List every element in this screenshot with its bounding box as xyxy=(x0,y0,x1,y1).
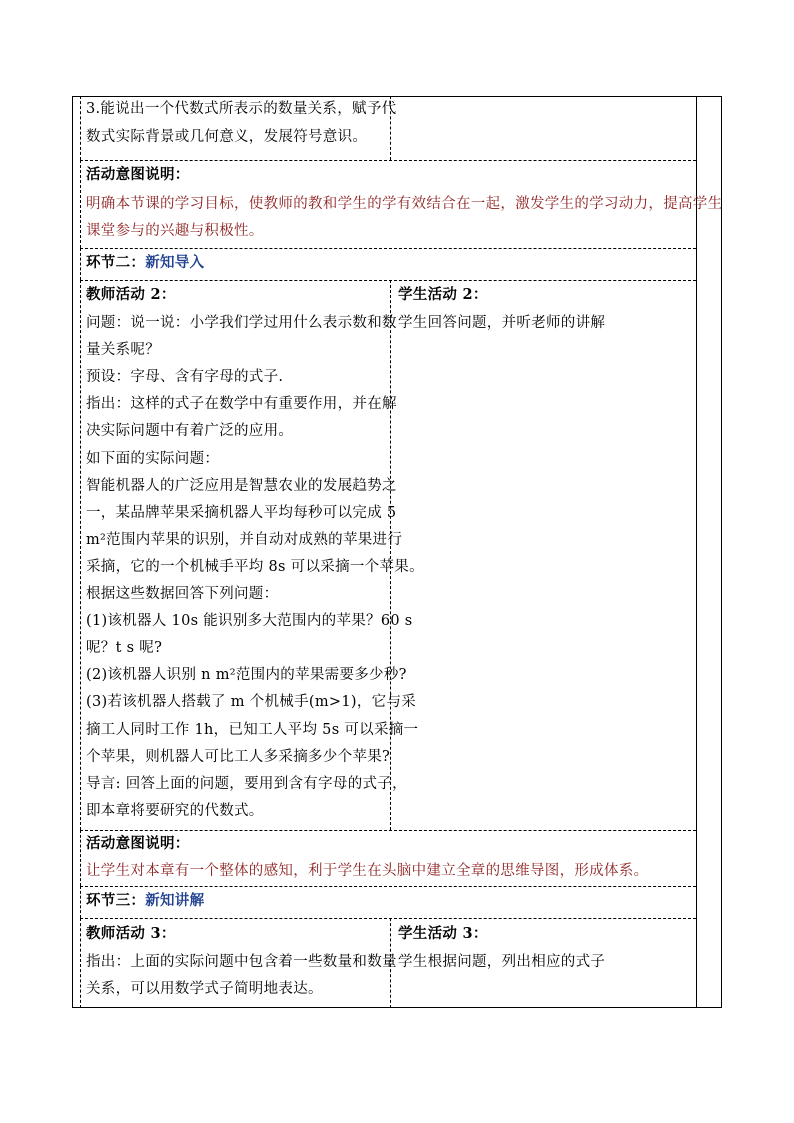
activity2-left-border xyxy=(80,280,81,830)
row-separator xyxy=(80,248,696,249)
table-inner-right-border xyxy=(696,96,697,1008)
activity3-left-border xyxy=(80,918,81,1008)
row-separator xyxy=(80,886,696,887)
stage2-name: 新知导入 xyxy=(145,254,205,271)
stage3-left-border xyxy=(80,886,81,918)
student-activity3-text: 学生根据问题，列出相应的式子 xyxy=(398,954,606,970)
teacher-activity2-line: 量关系呢？ xyxy=(86,342,160,359)
intent2-text: 让学生对本章有一个整体的感知，利于学生在头脑中建立全章的思维导图，形成体系。 xyxy=(86,863,649,879)
row-separator xyxy=(80,918,696,919)
intent1-left-border xyxy=(80,160,81,248)
teacher-activity2-line: 个苹果，则机器人可比工人多采摘多少个苹果? xyxy=(86,748,391,765)
teacher-activity2-line: (3)若该机器人搭载了 m 个机械手(m>1)，它与采 xyxy=(86,694,417,711)
row1-objective-line1: 3.能说出一个代数式所表示的数量关系，赋予代 xyxy=(86,101,397,117)
teacher-activity2-line: 决实际问题中有着广泛的应用。 xyxy=(86,423,294,440)
teacher-activity2-line: 问题：说一说：小学我们学过用什么表示数和数 xyxy=(86,315,397,331)
stage3-heading xyxy=(86,889,204,912)
intent2-title: 活动意图说明： xyxy=(86,835,190,852)
student-activity2-title: 学生活动 2： xyxy=(398,286,488,303)
stage2-left-border xyxy=(80,248,81,280)
teacher-activity2-line: (2)该机器人识别 n m²范围内的苹果需要多少秒? xyxy=(86,667,407,684)
row-separator xyxy=(80,280,696,281)
intent1-line2: 课堂参与的兴趣与积极性。 xyxy=(86,223,264,239)
stage2-prefix: 环节二： xyxy=(86,254,146,271)
teacher-activity2-line: 摘工人同时工作 1h，已知工人平均 5s 可以采摘一 xyxy=(86,721,419,738)
intent1-title: 活动意图说明： xyxy=(86,166,190,183)
stage3-name: 新知讲解 xyxy=(145,892,205,909)
teacher-activity2-line: 呢？t s 呢? xyxy=(86,640,163,657)
student-activity2-text: 学生回答问题，并听老师的讲解 xyxy=(398,315,606,331)
teacher-activity2-line: 即本章将要研究的代数式。 xyxy=(86,802,264,819)
student-activity3-title: 学生活动 3： xyxy=(398,925,488,942)
intent1-line1: 明确本节课的学习目标，使教师的教和学生的学有效结合在一起，激发学生的学习动力，提高学生 xyxy=(86,196,723,212)
intent2-left-border xyxy=(80,830,81,886)
teacher-activity3-line1: 指出：上面的实际问题中包含着一些数量和数量 xyxy=(86,954,397,970)
teacher-activity2-line: 一，某品牌苹果采摘机器人平均每秒可以完成 5 xyxy=(86,504,397,521)
teacher-activity2-line: 如下面的实际问题： xyxy=(86,450,220,467)
stage3-prefix: 环节三： xyxy=(86,892,146,909)
teacher-activity2-line: 智能机器人的广泛应用是智慧农业的发展趋势之 xyxy=(86,477,397,494)
teacher-activity2-line: 预设：字母、含有字母的式子. xyxy=(86,369,284,386)
teacher-activity2-line: 指出：这样的式子在数学中有重要作用，并在解 xyxy=(86,396,397,413)
teacher-activity2-line: 根据这些数据回答下列问题： xyxy=(86,586,279,602)
teacher-activity2-line: (1)该机器人 10s 能识别多大范围内的苹果？60 s xyxy=(86,613,413,630)
stage2-heading xyxy=(86,251,204,274)
row1-left-border xyxy=(80,96,81,160)
teacher-activity2-line: m²范围内苹果的识别，并自动对成熟的苹果进行 xyxy=(86,531,403,548)
row-separator xyxy=(80,830,696,831)
row1-objective-line2: 数式实际背景或几何意义，发展符号意识。 xyxy=(86,129,368,145)
teacher-activity2-line: 导言: 回答上面的问题，要用到含有字母的式子， xyxy=(86,775,407,792)
teacher-activity3-title: 教师活动 3： xyxy=(86,925,176,942)
teacher-activity3-line2: 关系，可以用数学式子简明地表达。 xyxy=(86,981,323,997)
teacher-activity2-title: 教师活动 2： xyxy=(86,286,176,303)
table-right-border xyxy=(721,96,722,1008)
row-separator xyxy=(80,160,696,161)
teacher-activity2-line: 采摘，它的一个机械手平均 8s 可以采摘一个苹果。 xyxy=(86,558,424,575)
